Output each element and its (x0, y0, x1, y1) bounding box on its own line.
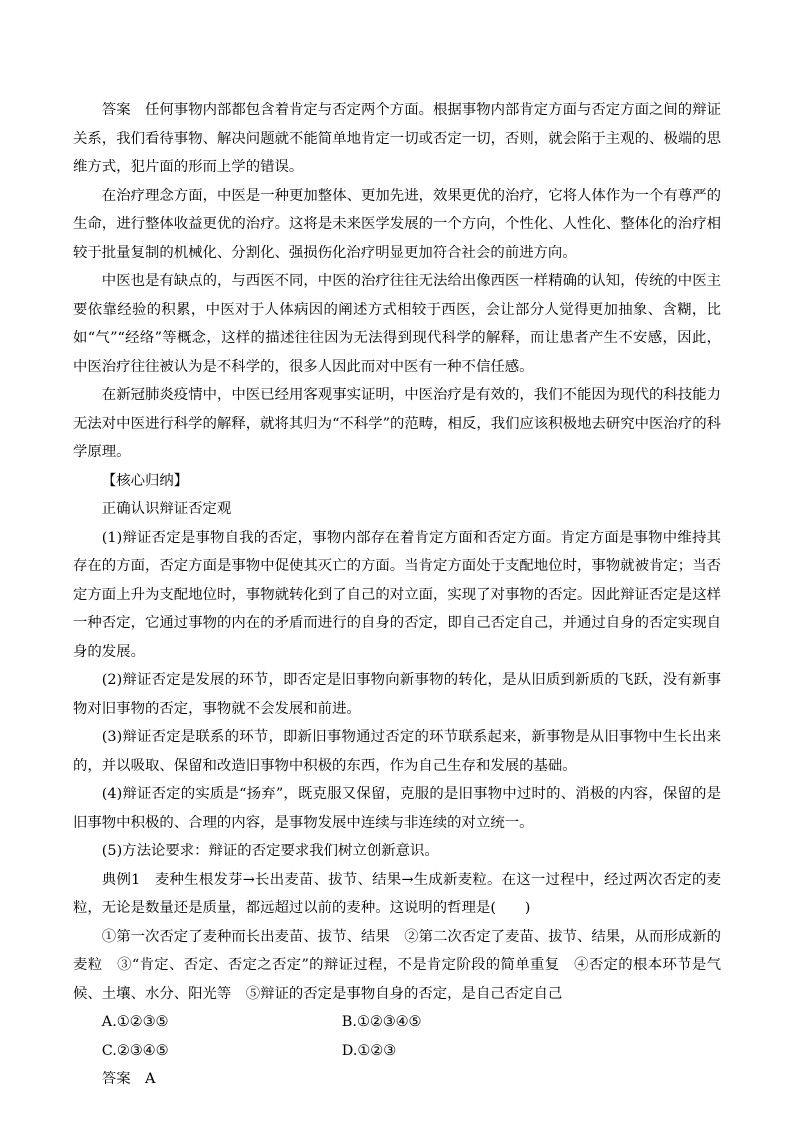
paragraph-shortcomings: 中医也是有缺点的，与西医不同，中医的治疗往往无法给出像西医一样精确的认知，传统的中医主要依靠经验的积累，中医对于人体病因的阐述方式相较于西医，会让部分人觉得更加抽象、含糊，比如“气”“经络”等概念，这样的描述往往因为无法得到现代科学的解释，而让患者产生不安感，因此，中医治疗往往被认为是不科学的，很多人因此而对中医有一种不信任感。 (73, 273, 721, 375)
example-question (73, 866, 721, 923)
answer-label: 答案 (101, 102, 131, 118)
summary-point-2: (2)辩证否定是发展的环节，即否定是旧事物向新事物的转化，是从旧质到新质的飞跃，没有新事物对旧事物的否定，事物就不会发展和前进。 (73, 672, 721, 717)
core-summary-heading: 【核心归纳】 (101, 472, 189, 489)
example-question-text: 麦种生根发芽→长出麦苗、拔节、结果→生成新麦粒。在这一过程中，经过两次否定的麦粒，无论是数量还是质量，都远超过以前的麦种。这说明的哲理是( ) (73, 871, 722, 916)
option-c: C.②③④⑤ (101, 1042, 169, 1059)
summary-point-5: (5)方法论要求：辩证的否定要求我们树立创新意识。 (101, 843, 439, 859)
option-a: A.①②③⑤ (101, 1014, 169, 1030)
example-answer-label: 答案 (101, 1071, 131, 1087)
paragraph-treatment-concept: 在治疗理念方面，中医是一种更加整体、更加先进，效果更优的治疗，它将人体作为一个有尊严的生命，进行整体收益更优的治疗。这将是未来医学发展的一个方向，个性化、人性化、整体化的治疗相较于批量复制的机械化、分割化、强损伤化治疗明显更加符合社会的前进方向。 (73, 187, 721, 261)
answer-text: 任何事物内部都包含着肯定与否定两个方面。根据事物内部肯定方面与否定方面之间的辩证关系，我们看待事物、解决问题就不能简单地肯定一切或否定一切，否则，就会陷于主观的、极端的思维方式，犯片面的形而上学的错误。 (73, 102, 721, 175)
summary-point-4: (4)辩证否定的实质是“扬弃”，既克服又保留，克服的是旧事物中过时的、消极的内容，保留的是旧事物中积极的、合理的内容，是事物发展中连续与非连续的对立统一。 (73, 786, 721, 831)
answer-paragraph (73, 96, 721, 182)
example-answer (73, 1065, 721, 1094)
core-summary-subheading: 正确认识辩证否定观 (101, 501, 232, 517)
example-label: 典例1 (101, 871, 141, 888)
paragraph-covid: 在新冠肺炎疫情中，中医已经用客观事实证明，中医治疗是有效的，我们不能因为现代的科技能力无法对中医进行科学的解释，就将其归为“不科学”的范畴，相反，我们应该积极地去研究中医治疗的科学原理。 (73, 387, 721, 460)
answer-options (102, 1008, 721, 1065)
summary-point-3: (3)辩证否定是联系的环节，即新旧事物通过否定的环节联系起来，新事物是从旧事物中生长出来的，并以吸取、保留和改造旧事物中积极的东西，作为自己生存和发展的基础。 (73, 729, 721, 774)
document-page (73, 96, 721, 1094)
example-statements: ①第一次否定了麦种而长出麦苗、拔节、结果 ②第二次否定了麦苗、拔节、结果，从而形成新的麦粒 ③“肯定、否定、否定之否定”的辩证过程，不是肯定阶段的简单重复 ④否定的根本环节是气候、土壤、水分、阳光等 ⑤辩证的否定是事物自身的否定，是自己否定自己 (73, 928, 721, 1002)
example-answer-value: A (144, 1071, 156, 1087)
summary-point-1: (1)辩证否定是事物自我的否定，事物内部存在着肯定方面和否定方面。肯定方面是事物中维持其存在的方面，否定方面是事物中促使其灭亡的方面。当肯定方面处于支配地位时，事物就被肯定；当否定方面上升为支配地位时，事物就转化到了自己的对立面，实现了对事物的否定。因此辩证否定是这样一种否定，它通过事物的内在的矛盾而进行的自身的否定，即自己否定自己，并通过自身的否定实现自身的发展。 (73, 529, 721, 660)
option-b: B.①②③④⑤ (341, 1014, 422, 1030)
option-d: D.①②③ (341, 1042, 397, 1059)
